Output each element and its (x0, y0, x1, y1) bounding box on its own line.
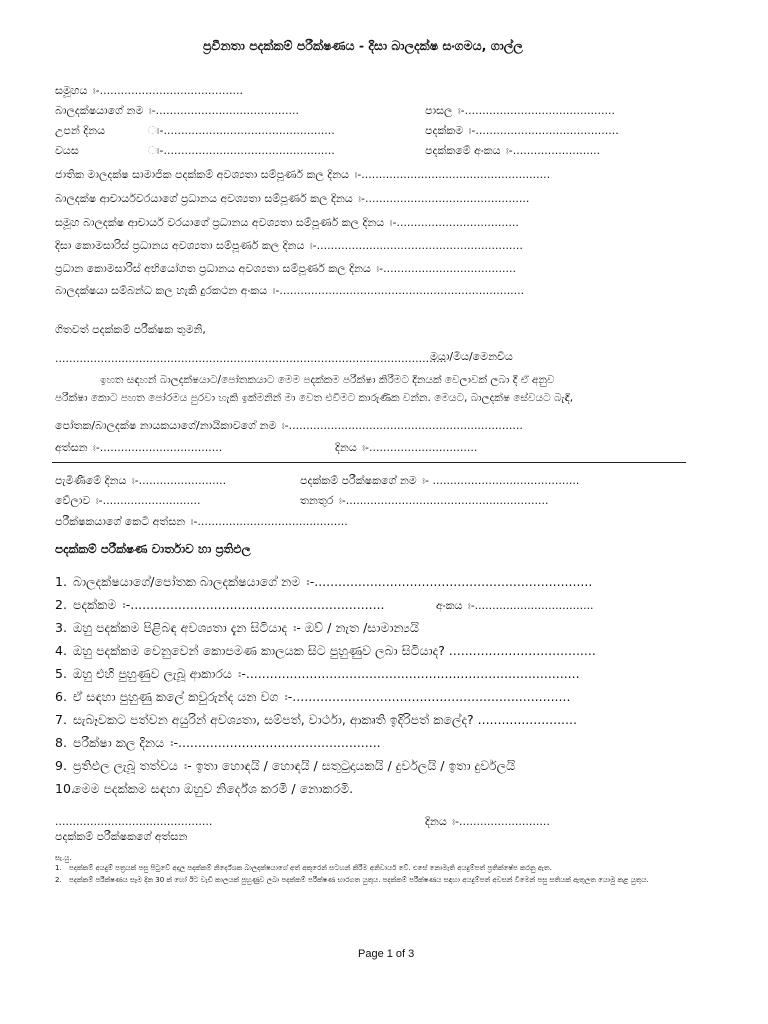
phone-field[interactable]: බාලදක්ෂයා සම්බන්ධ කල හැකි දුරකථන අංකය ඃ-...................................................................... (55, 284, 525, 297)
addressee-field[interactable]: ................................................................................................................ (55, 352, 447, 365)
note-text: පදක්කම් අයදුම් පත්‍රයක් පසු පිටුවේ අදාල පදක්කම් නිර්දේශක බාලදක්ෂයාගේ අත් අකුරෙන් සටහන් කිරීම අනිවාර්ය වේ. එසේ නොමැති අයදුම්පත් ප්‍රතික්ෂේප කරනු ඇත. (69, 864, 552, 872)
note-text: පදක්කම් පරීක්ෂණය සෑම දින 30 ක් හෝ ඊට වැඩි කාලයක් පුහුණුව ලබා පදක්කම් පරීක්ෂණ භාරගත යුතුය. පදක්කම් පරීක්ෂණය සඳහා අයදුම්පත් අවසන් වීමෙන් පසු සතියක් ඇතුලත යොමු කළ යුතුය. (69, 876, 649, 884)
position-field[interactable]: තනතුර ඃ-.......................................................... (300, 494, 549, 507)
report-item-text: ඒ සඳහා පුහුණු කලේ කවුරුන්ද යන වග ඃ-...................................................................... (73, 689, 571, 704)
time-field[interactable]: වේලාව ඃ-............................ (55, 494, 201, 507)
report-item-text: ඔහු පදක්කම වෙනුවෙන් කොපමණ කාලයක සිට පුහුණුව ලබා සිටියාද? ..................................... (73, 643, 596, 658)
report-date-field[interactable]: දිනය ඃ-.......................... (425, 815, 550, 828)
note-item (55, 876, 649, 885)
chief-commissioner-date-field[interactable]: ප්‍රධාන කොමසාරිස් අභියෝගත ප්‍රධානය අවශ්‍යතා සම්පූර්ණ කල දිනය ඃ-...................................... (55, 262, 516, 275)
dob-label: උපන් දිනය (55, 124, 105, 137)
meeting-date-field[interactable]: පැමිණීමේ දිනය ඃ-......................... (55, 474, 227, 487)
report-item[interactable] (55, 598, 385, 611)
age-field[interactable]: ඃ-................................................. (148, 144, 335, 157)
badge-field[interactable]: පදක්කම ඃ-......................................... (425, 124, 619, 137)
report-item[interactable] (55, 621, 419, 634)
school-field[interactable]: පාසල ඃ-........................................... (425, 104, 615, 117)
leader-name-field[interactable]: පෝතක/බාලදක්ෂ නායකයාගේ/නායිකාවගේ නම ඃ-................................................................... (55, 419, 523, 432)
leader-signature-field[interactable]: අත්සන ඃ-................................... (55, 441, 223, 454)
district-commissioner-date-field[interactable]: දිසා කොමසාරිස් ප්‍රධානය අවශ්‍යතා සම්පූර්ණ කල දිනය ඃ-........................................................... (55, 239, 523, 252)
scout-name-field[interactable]: බාලදක්ෂයාගේ නම ඃ-......................................... (55, 104, 299, 117)
badge-number-report-field[interactable]: අංකය ඃ-.................................. (436, 599, 594, 612)
report-item-text: පදක්කම ඃ-................................................................ (73, 597, 385, 612)
report-item[interactable] (55, 575, 592, 588)
letter-paragraph-line-2: පරීක්ෂා කොට පහත පෝරමය පුරවා හැකි ඉක්මනින් මා වෙත එවීමට කාරුණික වන්න. මෙයට, බාලදක්ෂ සේවයට බැඳි, (55, 392, 574, 404)
report-item-number: 10. (55, 781, 75, 796)
report-item[interactable] (55, 644, 596, 657)
report-item[interactable] (55, 713, 577, 726)
report-item-text: බාලදක්ෂයාගේ/පෝතක බාලදක්ෂයාගේ නම ඃ-...................................................................... (73, 574, 593, 589)
note-item (55, 864, 552, 873)
report-item[interactable] (55, 690, 570, 703)
examiner-short-signature-field[interactable]: පරීක්ෂකයාගේ කෙටි අත්සන ඃ-........................................... (55, 515, 348, 528)
national-badge-date-field[interactable]: ජාතික මාලදක්ෂ සාමාජික පදක්කම් අවශ්‍යතා සම්පූර්ණ කල දිනය ඃ-...................................................... (55, 168, 551, 181)
report-item[interactable] (55, 667, 580, 680)
report-item-text: මෙම පදක්කම සඳහා ඔහුව නිර්දේශ කරමි / නොකරමි. (73, 781, 354, 796)
report-item-number: 6. (55, 689, 67, 704)
page-number: Page 1 of 3 (358, 948, 415, 960)
report-item-text: සැබෑවකට පත්වන අයුරින් අවශ්‍යතා, සම්පත්, වාර්ථා, ආකෘති ඉදිරිපත් කලේද? ......................... (73, 712, 577, 727)
addressee-title: මයා/මිය/මෙනවිය (430, 350, 513, 363)
report-item-number: 5. (55, 666, 67, 681)
dob-field[interactable]: ඃ-................................................. (148, 124, 335, 137)
report-item-text: පරීක්ෂා කල දිනය ඃ-................................................... (73, 735, 381, 750)
group-field[interactable]: සමූහය ඃ-......................................... (55, 84, 244, 97)
report-item-number: 2. (55, 597, 67, 612)
examiner-signature-line[interactable]: ............................................. (55, 815, 213, 828)
report-item[interactable] (55, 782, 353, 795)
report-item-number: 8. (55, 735, 67, 750)
leader-date-field[interactable]: දිනය ඃ-............................... (335, 441, 478, 454)
badge-number-field[interactable]: පදක්කමේ අංකය ඃ-......................... (425, 144, 601, 157)
report-item-number: 1. (55, 574, 67, 589)
report-item[interactable] (55, 759, 515, 772)
age-label: වයස (55, 144, 79, 157)
report-item[interactable] (55, 736, 381, 749)
notes-label: සැ.යු. (55, 854, 72, 862)
report-item-text: ඔහු එහි පුහුණුව ලැබූ ආකාරය ඃ-.................................................................................... (73, 666, 580, 681)
scout-leader-date-field[interactable]: බාලදක්ෂ ආචාර්යවරයාගේ ප්‍රධානය අවශ්‍යතා සම්පූර්ණ කල දිනය ඃ-............................................... (55, 192, 530, 205)
examiner-name-field[interactable]: පදක්කම් පරීක්ෂකගේ නම ඃ- .......................................... (300, 474, 580, 487)
form-title: ප්‍රවීනතා පදක්කම් පරීක්ෂණය - දිසා බාලදක්ෂ සංගමය, ගාල්ල (203, 38, 523, 53)
letter-salutation: ගිතවත් පදක්කම් පරීක්ෂක තුමනි, (55, 323, 206, 336)
group-leader-date-field[interactable]: සමූහ බාලදක්ෂ ආචාර්ය වරයාගේ ප්‍රධානය අවශ්‍යතා සම්පූර්ණ කල දිනය ඃ-................................... (55, 216, 519, 229)
letter-paragraph-line-1: ඉහත සඳහන් බාලදක්ෂයාට/පෝතකයාට මෙම පදක්කම පරීක්ෂා කිරීමට දිනයක් වෙලාවක් ලබා දී ඒ අනුව (100, 374, 555, 386)
examiner-signature-label: පදක්කම් පරීක්ෂකගේ අත්සන (55, 830, 188, 843)
report-heading: පදක්කම් පරීක්ෂණ වාර්තාව හා ප්‍රතිඵල (55, 542, 251, 556)
note-number: 2. (55, 876, 62, 884)
report-item-number: 4. (55, 643, 67, 658)
note-number: 1. (55, 864, 62, 872)
report-item-number: 7. (55, 712, 67, 727)
report-item-number: 3. (55, 620, 67, 635)
report-item-text: ඔහු පදක්කම පිළිබඳ අවශ්‍යතා දැන සිටියාද ඃ- ඔව් / නැත /සාමාන්‍යයි (73, 620, 419, 635)
section-divider (52, 462, 686, 463)
report-item-number: 9. (55, 758, 67, 773)
report-item-text: ප්‍රතිඵල ලැබූ තත්වය ඃ- ඉතා හොඳයි / හොඳයි / සතුටුදායකයි / දුර්වලයි / ඉතා දුර්වලයි (73, 758, 516, 773)
